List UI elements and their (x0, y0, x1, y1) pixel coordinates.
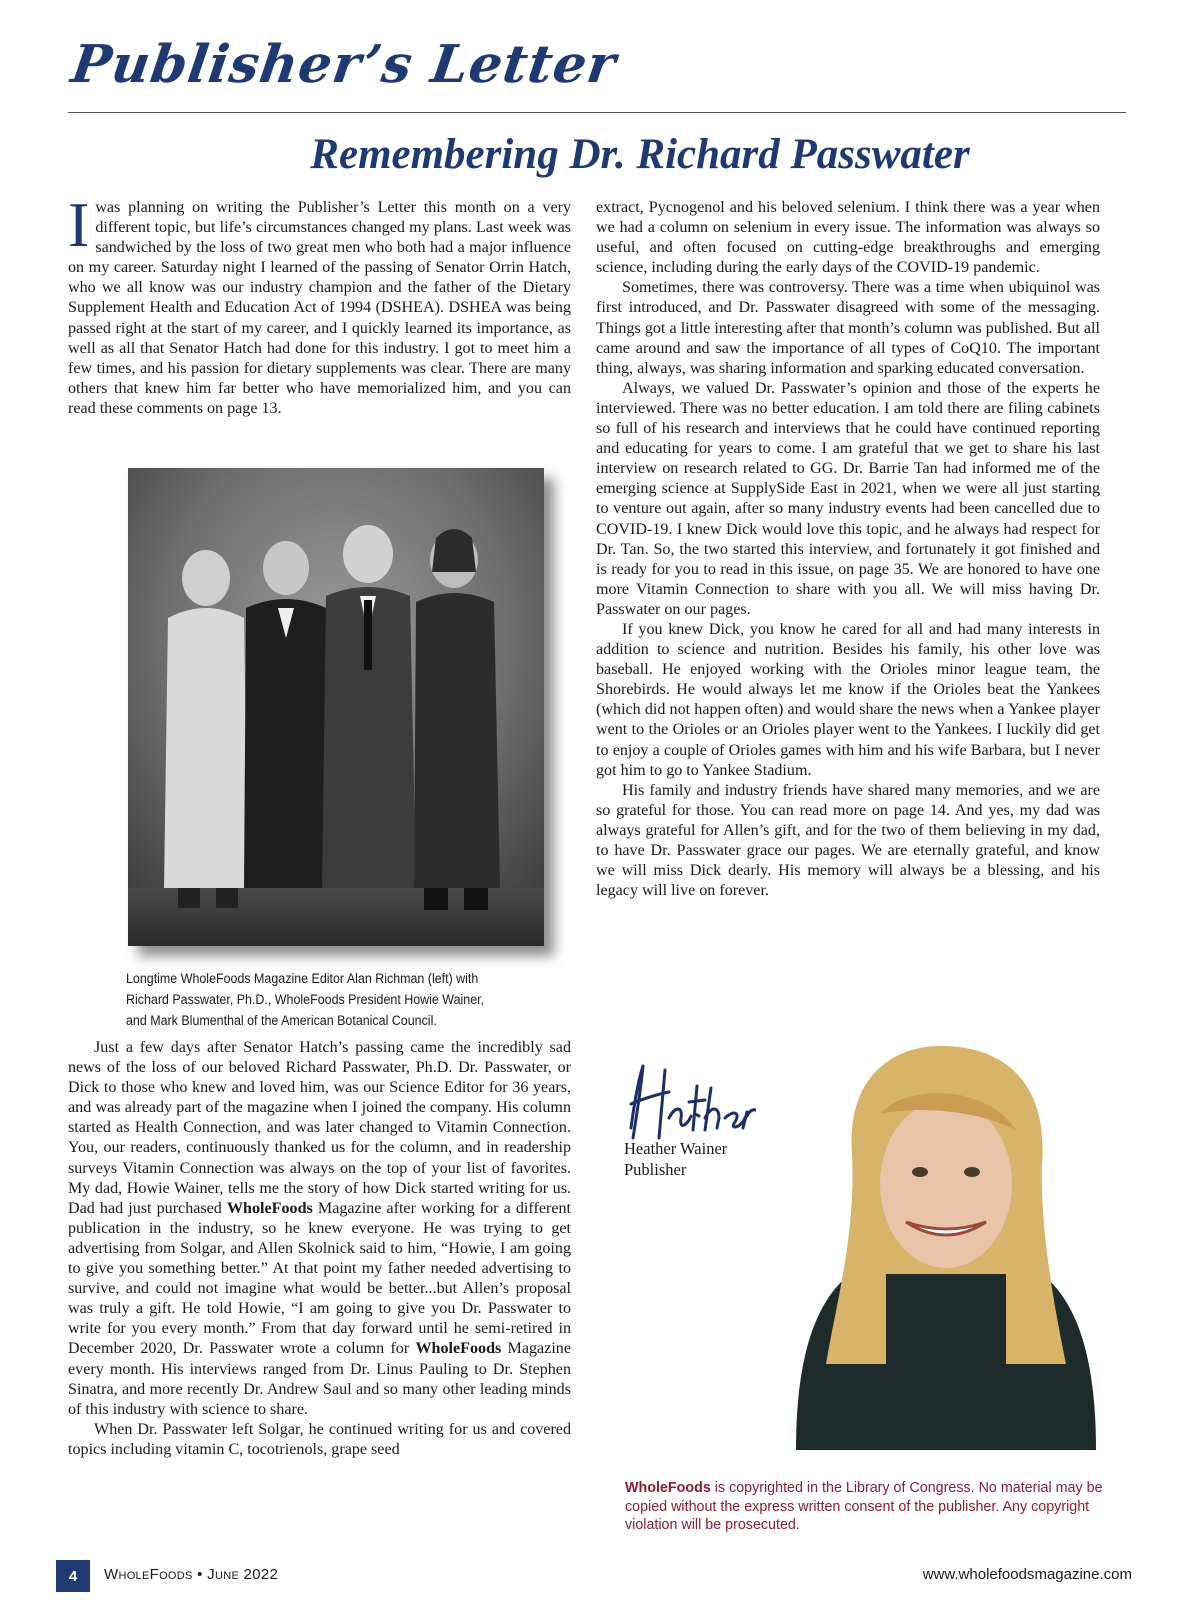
intro-text: was planning on writing the Publisher’s Letter this month on a very different topic, but life’s circumstances changed my plans. Last week was sandwiched by the loss of two great men who both had a major influence on my career. Saturday night I learned of the passing of Senator Orrin Hatch, who we all know was our industry champion and the father of the Dietary Supplement Health and Education Act of 1994 (DSHEA). DSHEA was being passed right at the start of my career, and I quickly learned its importance, as well as all that Senator Hatch had done for this industry. I got to meet him a few times, and his passion for dietary supplements was clear. There are many others that knew him far better who have memorialized him, and you can read these comments on page 13. (68, 199, 571, 417)
page-footer (0, 1560, 1200, 1594)
website-url: www.wholefoodsmagazine.com (922, 1566, 1132, 1583)
body-paragraph: Always, we valued Dr. Passwater’s opinion and those of the experts he interviewed. There was no better education. I am told there are filing cabinets so full of his research and interviews that he could have continued reporting and educating for years to come. I am grateful that we get to share his last interview on research related to GG. Dr. Barrie Tan had informed me of the emerging science at SupplySide East in 2021, when we were all just starting to venture out again, after so many industry events had been cancelled due to COVID-19. I knew Dick would love this topic, and he always had respect for Dr. Tan. So, the two started this interview, and fortunately it got finished and is ready for you to read in this issue, on page 35. We are honored to have one more Vitamin Connection to share with you all. We will miss having Dr. Passwater on our pages. (596, 379, 1100, 618)
drop-cap: I (68, 189, 90, 260)
brand-name: WholeFoods (415, 1340, 502, 1358)
page-number: 4 (56, 1560, 90, 1592)
caption-line: Longtime WholeFoods Magazine Editor Alan Richman (left) with (126, 971, 479, 986)
photo-caption (126, 968, 535, 1031)
body-paragraph (68, 1038, 571, 1420)
copyright-notice (625, 1479, 1145, 1535)
intro-paragraph (68, 189, 571, 419)
caption-line: Richard Passwater, Ph.D., WholeFoods President Howie Wainer, (126, 992, 485, 1007)
masthead (68, 30, 1126, 113)
column-left-bottom (68, 1038, 571, 1460)
issue-label: WholeFoods • June 2022 (104, 1566, 279, 1583)
caption-line: and Mark Blumenthal of the American Botanical Council. (126, 1013, 437, 1028)
article-headline: Remembering Dr. Richard Passwater (310, 131, 970, 178)
column-right (596, 198, 1100, 901)
body-text: Magazine after working for a different publication in the industry, so he knew everyone. He was trying to get advertising from Solgar, and Allen Skolnick said to him, “Howie, I am going to give you something better.” At that point my father needed advertising to survive, and could not imagine what would be better...but Allen’s proposal was truly a gift. He told Howie, “I am going to give you Dr. Passwater to write for you every month.” From that day forward until he semi-retired in December 2020, Dr. Passwater wrote a column for (68, 1199, 571, 1358)
body-text: Magazine every month. His interviews ranged from Dr. Linus Pauling to Dr. Stephen Sinatra, and more recently Dr. Andrew Saul and so many other leading minds of this industry with science to share. (68, 1340, 571, 1418)
body-paragraph: If you knew Dick, you know he cared for all and had many interests in addition to science and nutrition. Besides his family, his other love was baseball. He enjoyed working with the Orioles minor league team, the Shorebirds. He would always let me know if the Orioles beat the Yankees (which did not happen often) and would share the news when a Yankee player went to the Orioles or an Orioles player went to the Yankees. I luckily did get to enjoy a couple of Orioles games with him and his wife Barbara, but I never got him to go to Yankee Stadium. (596, 620, 1100, 779)
body-paragraph: extract, Pycnogenol and his beloved selenium. I think there was a year when we had a column on selenium in every issue. The information was always so useful, and often focused on cutting-edge breakthroughs and emerging science, including during the early days of the COVID-19 pandemic. (596, 199, 1100, 277)
section-title: Publisher’s Letter (67, 34, 621, 95)
group-photo-image (128, 468, 544, 946)
body-paragraph: His family and industry friends have shared many memories, and we are so grateful for those. You can read more on page 14. And yes, my dad was always grateful for Allen’s gift, and for the two of them believing in my dad, to have Dr. Passwater grace our pages. We are eternally grateful, and know we will miss Dick dearly. His memory will always be a blessing, and his legacy will live on forever. (596, 781, 1100, 900)
publisher-title: Publisher (624, 1160, 687, 1179)
legal-brand: WholeFoods (625, 1480, 711, 1496)
body-paragraph: Sometimes, there was controversy. There was a time when ubiquinol was first introduced, and Dr. Passwater disagreed with some of the messaging. Things got a little interesting after that month’s column was published. But all came around and saw the importance of all types of CoQ10. The important thing, always, was sharing information and sparking educated conversation. (596, 279, 1100, 377)
publisher-signoff (624, 1138, 727, 1180)
legal-text: is copyrighted in the Library of Congress. No material may be copied without the express written consent of the publisher. Any copyright violation will be prosecuted. (625, 1480, 1103, 1533)
group-photo (128, 468, 544, 946)
body-text: Just a few days after Senator Hatch’s passing came the incredibly sad news of the loss of our beloved Richard Passwater, Ph.D. Dr. Passwater, or Dick to those who knew and loved him, was our Science Editor for 36 years, and was already part of the magazine when I joined the company. His column started as Health Connection, and was later changed to Vitamin Connection. You, our readers, continuously thanked us for the column, and in readership surveys Vitamin Connection was always on the top of your list of favorites. My dad, Howie Wainer, tells me the story of how Dick started writing for us. Dad had just purchased (68, 1039, 571, 1217)
body-paragraph: When Dr. Passwater left Solgar, he continued writing for us and covered topics including vitamin C, tocotrienols, grape seed (68, 1420, 571, 1458)
column-left-top (68, 189, 571, 419)
brand-name: WholeFoods (226, 1199, 313, 1217)
publisher-name: Heather Wainer (624, 1139, 728, 1158)
publisher-portrait (756, 1034, 1130, 1450)
